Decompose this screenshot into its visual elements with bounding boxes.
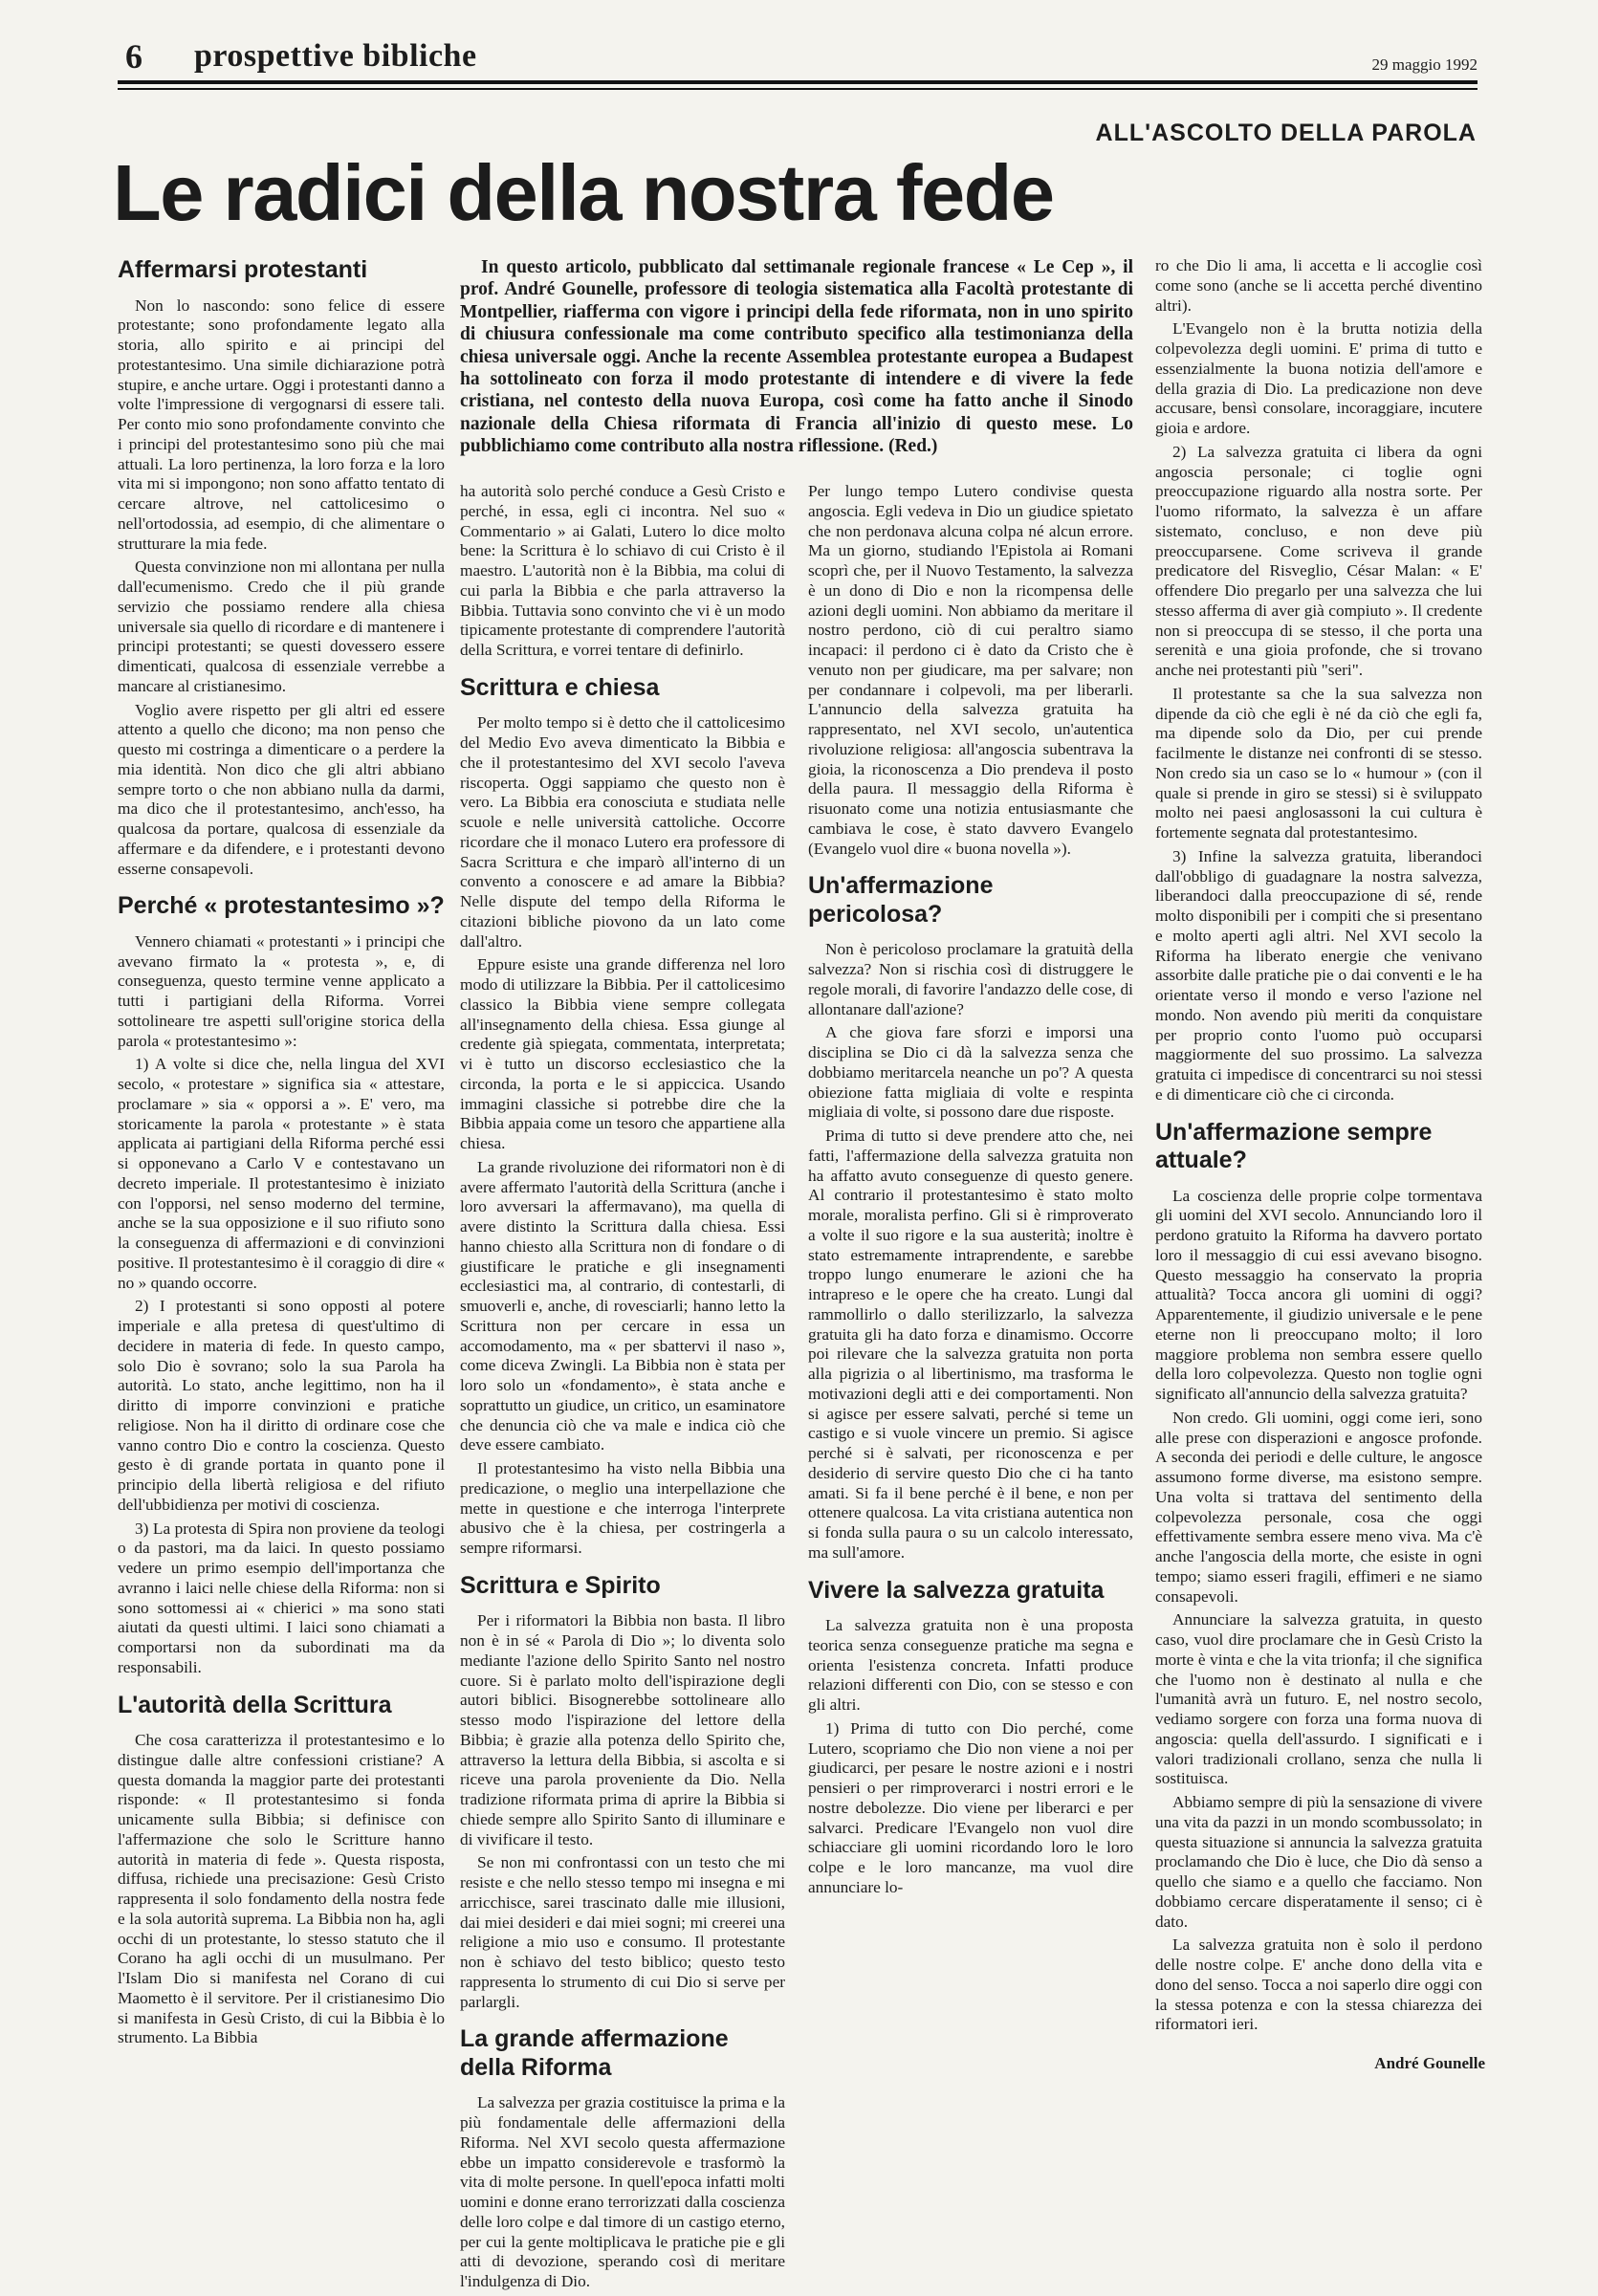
paragraph: Non è pericoloso proclamare la gratuità della salvezza? Non si rischia così di distruggere le regole morali, di favorire l'andazzo delle cose, di allontanare dall'azione? <box>808 940 1133 1018</box>
paragraph: Eppure esiste una grande differenza nel loro modo di utilizzare la Bibbia. Per il cattolicesimo classico la Bibbia viene sempre collegata all'insegnamento della chiesa. Essa giunge al credente già spiegata, commentata, interpretata; vi è tutto un discorso ecclesiastico che la circonda, la porta e le si appiccica. Usando immagini classiche si potrebbe dire che la Bibbia appaia come un tesoro che appartiene alla chiesa. <box>460 955 785 1152</box>
subheading-vivere: Vivere la salvezza gratuita <box>808 1576 1105 1604</box>
paragraph: L'Evangelo non è la brutta notizia della colpevolezza degli uomini. E' prima di tutto e essenzialmente la buona notizia dell'amore e della grazia di Dio. La predicazione non deve accusare, bensì consolare, incoraggiare, incutere gioia e ardore. <box>1155 319 1482 437</box>
paragraph: La salvezza gratuita non è solo il perdono delle nostre colpe. E' anche dono della vita e dono del senso. Tocca a noi saperlo dire oggi con la stessa potenza e con la stessa chiarezza dei riformatori ieri. <box>1155 1935 1482 2034</box>
issue-date: 29 maggio 1992 <box>1371 55 1478 74</box>
subheading-grande-affermazione: La grande affermazione della Riforma <box>460 2025 729 2081</box>
paragraph: 3) La protesta di Spira non proviene da teologi o da pastori, ma da laici. In questo possiamo vedere un primo esempio dell'importanza che avranno i laici nelle chiese della Riforma: non si sono sottomessi ai « chierici » ma sono stati aiutati da questi ultimi. I laici sono chiamati a comportarsi non da subordinati ma da responsabili. <box>118 1519 445 1676</box>
paragraph: Se non mi confrontassi con un testo che mi resiste e che nello stesso tempo mi insegna e mi arricchisce, sarei trascinato dalle mie illusioni, dai miei desideri e dai miei sogni; mi creerei una religione a mio uso e consumo. Il protestante non è schiavo del testo biblico; questo testo rappresenta lo strumento di cui Dio si serve per parlargli. <box>460 1853 785 2011</box>
page-number: 6 <box>125 37 142 76</box>
column-2 <box>460 482 785 2296</box>
paragraph: 3) Infine la salvezza gratuita, liberandoci dall'obbligo di guadagnare la nostra salvezza, liberandoci dalla preoccupazione di sé, rende molto disponibili per i compiti che si presentano e molto aperti agli altri. Nel XVI secolo la Riforma ha liberato energie che venivano assorbite dalle pratiche pie o dai conventi e le ha orientate verso il mondo e verso l'azione nel mondo. Non avendo più meriti da conquistare per proprio conto l'uomo può occuparsi maggiormente del suo prossimo. La salvezza gratuita ci impedisce di concentrarci su noi stessi e di dimenticare ciò che ci circonda. <box>1155 846 1482 1104</box>
subheading-attuale: Un'affermazione sempre attuale? <box>1155 1118 1433 1173</box>
paragraph: Voglio avere rispetto per gli altri ed essere attento a quello che dicono; ma non penso che questo mi costringa a dimenticare o a perdere la mia identità. Non dico che gli altri abbiano sempre torto o che non abbiano nulla da darmi, ma dico che il protestantesimo, anch'esso, ha qualcosa da portare, qualcosa di essenziale da affermare e da difendere, e i protestanti devono esserne consapevoli. <box>118 700 445 878</box>
subheading-scrittura-spirito: Scrittura e Spirito <box>460 1571 661 1599</box>
paragraph: Questa convinzione non mi allontana per nulla dall'ecumenismo. Credo che il più grande servizio che possiamo rendere alla chiesa universale sia quello di ricordare e di mantenere i principi protestanti; se questi dovessero essere dimenticati, qualcosa di essenziale verrebbe a mancare al cristianesimo. <box>118 558 445 695</box>
paragraph: Non credo. Gli uomini, oggi come ieri, sono alle prese con disperazioni e angosce profonde. A seconda dei periodi e delle culture, le angosce assumono forme diverse, ma esistono sempre. Una volta si trattava del sentimento della colpevolezza personale, cosa che oggi effettivamente sembra essere meno viva. Ma c'è anche l'angoscia della morte, che esiste in ogni tempo; siamo esseri fragili, effimeri e ne siamo consapevoli. <box>1155 1408 1482 1606</box>
paragraph: La coscienza delle proprie colpe tormentava gli uomini del XVI secolo. Annunciando loro il perdono gratuito la Riforma ha davvero portato loro il messaggio di cui essi avevano bisogno. Questo messaggio ha conservato la propria attualità? Tocca ancora gli uomini di oggi? Apparentemente, il giudizio universale e le pene eterne non li preoccupano molto; il loro maggiore problema non sembra essere quello della loro colpevolezza. Questo non toglie ogni significato all'annuncio della salvezza gratuita? <box>1155 1186 1482 1403</box>
paragraph: Il protestante sa che la sua salvezza non dipende da ciò che egli è né da ciò che egli fa, ma dipende solo da Dio, per cui prende facilmente le distanze nei confronti di se stesso. Non credo sia un caso se lo « humour » (con il quale si prende in giro se stessi) si è sviluppato molto nei paesi anglosassoni la cui cultura è fortemente segnata dal protestantesimo. <box>1155 684 1482 842</box>
masthead-rule-thick <box>118 80 1478 84</box>
masthead <box>118 29 1478 86</box>
paragraph: La grande rivoluzione dei riformatori non è di avere affermato l'autorità della Scrittura (anche i loro avversari la affermavano), ma quella di avere distinto la Scrittura dalla chiesa. Essi hanno chiesto alla Scrittura non di fondare o di giustificare le pratiche e gli insegnamenti ecclesiastici ma, al contrario, di contestarli, di smuoverli e, anche, di rovesciarli; hanno letto la Scrittura non per cercare in essa un accomodamento, ma « per sbattervi il naso », come diceva Zwingli. La Bibbia non è stata per loro solo un «fondamento», è stata anche e soprattutto un giudice, un critico, un esaminatore che denuncia ciò che va male e indica ciò che deve essere cambiato. <box>460 1157 785 1454</box>
publication-name: prospettive bibliche <box>194 38 477 74</box>
paragraph: La salvezza per grazia costituisce la prima e la più fondamentale delle affermazioni della Riforma. Nel XVI secolo questa affermazione ebbe un impatto considerevole e trasformò la vita di molte persone. In quell'epoca infatti molti uomini e donne erano terrorizzati dalla coscienza delle loro colpe e dal timore di un castigo eterno, per cui la gente moltiplicava le pratiche pie e gli atti di devozione, sperando così di meritare l'indulgenza di Dio. <box>460 2093 785 2290</box>
subheading-pericolosa: Un'affermazione pericolosa? <box>808 872 994 928</box>
editorial-intro <box>460 256 1133 458</box>
paragraph: Annunciare la salvezza gratuita, in questo caso, vuol dire proclamare che in Gesù Cristo la morte è vinta e che la vita trionfa; il che significa che l'uomo non è destinato al nulla e che l'umanità avrà un futuro. E, nel nostro secolo, vediamo sorgere con forza una forma nuova di angoscia: quella dell'assurdo. I significati e i valori tradizionali crollano, senza che nulla li sostituisca. <box>1155 1610 1482 1788</box>
subheading-autorita: L'autorità della Scrittura <box>118 1691 392 1718</box>
paragraph: Il protestantesimo ha visto nella Bibbia una predicazione, o meglio una interpellazione che mette in questione e che interroga l'interprete abusivo che è la chiesa, per costringerla a sempre riformarsi. <box>460 1459 785 1557</box>
subheading-perche: Perché « protestantesimo »? <box>118 892 445 920</box>
subheading-scrittura-chiesa: Scrittura e chiesa <box>460 673 660 701</box>
paragraph: Per lungo tempo Lutero condivise questa angoscia. Egli vedeva in Dio un giudice spietato che non perdonava alcuna colpa né alcun errore. Ma un giorno, studiando l'Epistola ai Romani scoprì che, per il Nuovo Testamento, la salvezza è un dono di Dio e non la ricompensa delle azioni degli uomini. Non abbiamo da meritare il nostro perdono, ciò di cui peraltro siamo incapaci: il perdono ci è dato da Cristo che è venuto non per giudicare, ma per salvare; non per condannare i colpevoli, ma per liberarli. L'annuncio della salvezza gratuita ha rappresentato, nel XVI secolo, un'autentica rivoluzione religiosa: all'angoscia subentrava la gioia, la riconoscenza a Dio prendeva il posto della paura. Il messaggio della Riforma è risuonato come una notizia entusiasmante che cambiava le cose, è stato davvero Evangelo (Evangelo vuol dire « buona novella »). <box>808 482 1133 858</box>
paragraph: A che giova fare sforzi e imporsi una disciplina se Dio ci dà la salvezza senza che dobbiamo meritarcela neanche un po'? A questa obiezione fatta migliaia di volte e respinta migliaia di volte, si possono dare due risposte. <box>808 1023 1133 1122</box>
paragraph: 1) Prima di tutto con Dio perché, come Lutero, scopriamo che Dio non viene a noi per giudicarci, per pesare le nostre azioni e i nostri pensieri o per rimproverarci i nostri errori e le nostre debolezze. Dio viene per liberarci e per salvarci. Predicare l'Evangelo non vuol dire schiacciare gli uomini ricordando loro le loro colpe e le loro mancanze, ma vuol dire annunciare lo- <box>808 1718 1133 1896</box>
paragraph: Per molto tempo si è detto che il cattolicesimo del Medio Evo aveva dimenticato la Bibbia e che il protestantesimo del XVI secolo l'aveva riscoperta. Oggi sappiamo che questo non è vero. La Bibbia era conosciuta e studiata nelle scuole e nelle università cattoliche. Occorre ricordare che il monaco Lutero era professore di Sacra Scrittura e che imparò all'interno di un convento a conoscere e ad amare la Bibbia? Nelle dispute del tempo della Riforma le citazioni bibliche piovono da un lato come dall'altro. <box>460 713 785 951</box>
section-kicker: ALL'ASCOLTO DELLA PAROLA <box>1095 120 1477 146</box>
paragraph: 2) La salvezza gratuita ci libera da ogni angoscia personale; ci toglie ogni preoccupazione riguardo alla nostra sorte. Per l'uomo riformato, la salvezza è un affare sistemato, concluso, e non deve più preoccuparsene. Come scriveva il grande predicatore del Risveglio, César Malan: « E' offendere Dio pregarlo per una salvezza che lui stesso afferma di aver già compiuto ». Il credente non si preoccupa di se stesso, il che porta una serenità e una gioia profonde, che si trovano anche nei protestanti più "seri". <box>1155 442 1482 679</box>
paragraph: La salvezza gratuita non è una proposta teorica senza conseguenze pratiche ma segna e orienta l'esistenza concreta. Infatti produce relazioni differenti con Dio, con se stesso e con gli altri. <box>808 1616 1133 1714</box>
author-signature: André Gounelle <box>1374 2054 1485 2072</box>
column-4 <box>1155 256 1482 2039</box>
column-1 <box>118 256 445 2052</box>
article-headline: Le radici della nostra fede <box>113 148 1054 237</box>
paragraph: ro che Dio li ama, li accetta e li accoglie così come sono (anche se li accetta perché diventino altri). <box>1155 256 1482 315</box>
paragraph: Prima di tutto si deve prendere atto che, nei fatti, l'affermazione della salvezza gratuita non ha affatto avuto conseguenze di questo genere. Al contrario il protestantesimo è stato molto morale, moralista perfino. Gli si è rimproverato a volte il suo rigore e la sua austerità; inoltre è stato estremamente intraprendente, e sarebbe troppo lungo enumerare le azioni che ha intrapreso e le opere che ha creato. Lungi dal rammollirlo o dallo sterilizzarlo, la salvezza gratuita gli ha dato forza e dinamismo. Occorre poi rilevare che la salvezza gratuita non porta alla pigrizia o al libertinismo, ma trasforma le motivazioni degli atti e dei comportamenti. Non si agisce per essere salvati, perché si teme un castigo e si vuole vincere un premio. Si agisce perché si è salvati, per riconoscenza e per desiderio di servire questo Dio che ci ha tanto amati. Si fa il bene perché è il bene, e non per ottenere qualcosa. La vita cristiana autentica non si fonda sulla paura o su un calcolo interessato, ma sull'amore. <box>808 1126 1133 1562</box>
paragraph: 2) I protestanti si sono opposti al potere imperiale e alla pretesa di quest'ultimo di decidere in materia di fede. In questo campo, solo Dio è sovrano; solo la sua Parola ha autorità. Lo stato, anche legittimo, non ha il diritto di imporre convinzioni e pratiche religiose. Non ha il diritto di ordinare cose che vanno contro Dio e contro la coscienza. Questo gesto è di grande portata in quanto pone il principio della libertà religiosa e del rifiuto dell'ubbidienza per motivi di coscienza. <box>118 1297 445 1514</box>
paragraph: ha autorità solo perché conduce a Gesù Cristo e perché, in essa, egli ci incontra. Nel suo « Commentario » ai Galati, Lutero lo dice molto bene: la Scrittura è lo schiavo di cui Cristo è il maestro. L'autorità non è la Bibbia, ma colui di cui parla la Bibbia e che parla attraverso la Bibbia. Tuttavia sono convinto che vi è un modo tipicamente protestante di comprendere l'autorità della Scrittura, e vorrei tentare di definirlo. <box>460 482 785 659</box>
paragraph: Vennero chiamati « protestanti » i principi che avevano firmato la « protesta », e, di conseguenza, questo termine venne applicato a tutti i partigiani della Riforma. Vorrei sottolineare tre aspetti sull'origine storica della parola « protestantesimo »: <box>118 931 445 1050</box>
paragraph: Abbiamo sempre di più la sensazione di vivere una vita da pazzi in un mondo scombussolato; in questa situazione si annuncia la salvezza gratuita proclamando che Dio è luce, che Dio dà senso a quello che siamo e a quello che facciamo. Non dobbiamo cercare disperatamente il senso; ci è dato. <box>1155 1793 1482 1931</box>
intro-text: In questo articolo, pubblicato dal settimanale regionale francese « Le Cep », il prof. André Gounelle, professore di teologia sistematica alla Facoltà protestante di Montpellier, riafferma con vigore i principi della fede riformata, non in uno spirito di chiusura confessionale ma come contributo specifico alla testimonianza della chiesa universale oggi. Anche la recente Assemblea protestante europea a Budapest ha sottolineato con forza il modo protestante di intendere e di vivere la fede cristiana, nel contesto della nuova Europa, così come ha fatto anche il Sinodo nazionale della Chiesa riformata di Francia all'inizio di questo mese. Lo pubblichiamo come contributo alla nostra riflessione. (Red.) <box>460 257 1133 457</box>
masthead-rule-thin <box>118 88 1478 90</box>
column-3 <box>808 482 1133 1902</box>
paragraph: Per i riformatori la Bibbia non basta. Il libro non è in sé « Parola di Dio »; lo diventa solo mediante l'azione dello Spirito Santo nel nostro cuore. Si è parlato molto dell'ispirazione degli autori biblici. Bisognerebbe sottolineare allo stesso modo l'ispirazione del lettore della Bibbia; è grazie alla potenza dello Spirito che, attraverso la lettura della Bibbia, si ascolta e si riceve una parola proveniente da Dio. Nella tradizione riformata prima di aprire la Bibbia si chiede sempre allo Spirito Santo di illuminare e di vivificare il testo. <box>460 1611 785 1848</box>
subheading-affermarsi: Affermarsi protestanti <box>118 256 368 283</box>
paragraph: Non lo nascondo: sono felice di essere protestante; sono profondamente legato alla storia, allo spirito e ai principi del protestantesimo. Una simile dichiarazione potrà stupire, e anche urtare. Oggi i protestanti danno a volte l'impressione di vergognarsi di essere tali. Per conto mio sono profondamente convinto che i principi del protestantesimo sono più che mai attuali. La loro pertinenza, la loro forza e la loro vita mi si impongono; non sono affatto tentato di cercare altrove, nel cattolicesimo o nell'ortodossia, ad esempio, di che alimentare o strutturare la mia fede. <box>118 295 445 553</box>
paragraph: 1) A volte si dice che, nella lingua del XVI secolo, « protestare » significa sia « attestare, proclamare » sia « opporsi a ». E' vero, ma storicamente la parola « protestante » è stata applicata ai partigiani della Riforma perché essi si opponevano a Carlo V e contestavano un decreto imperiale. Il protestantesimo è iniziato con l'opporsi, nel senso moderno del termine, anche se la sua opposizione e il suo rifiuto sono la conseguenza di affermazioni e di convinzioni positive. Il protestantesimo è il coraggio di dire « no » quando occorre. <box>118 1055 445 1292</box>
paragraph: Che cosa caratterizza il protestantesimo e lo distingue dalle altre confessioni cristiane? A questa domanda la maggior parte dei protestanti risponde: « Il protestantesimo si fonda unicamente sulla Bibbia; si definisce con l'affermazione che solo le Scritture hanno autorità in materia di fede ». Questa risposta, diffusa, richiede una precisazione: Gesù Cristo rappresenta il solo fondamento della nostra fede e la sola autorità suprema. La Bibbia non ha, agli occhi di un protestante, lo stesso statuto che il Corano ha agli occhi di un musulmano. Per l'Islam Dio si manifesta nel Corano di cui Maometto è il servitore. Per il cristianesimo Dio si manifesta in Gesù Cristo, di cui la Bibbia è lo strumento. La Bibbia <box>118 1731 445 2047</box>
